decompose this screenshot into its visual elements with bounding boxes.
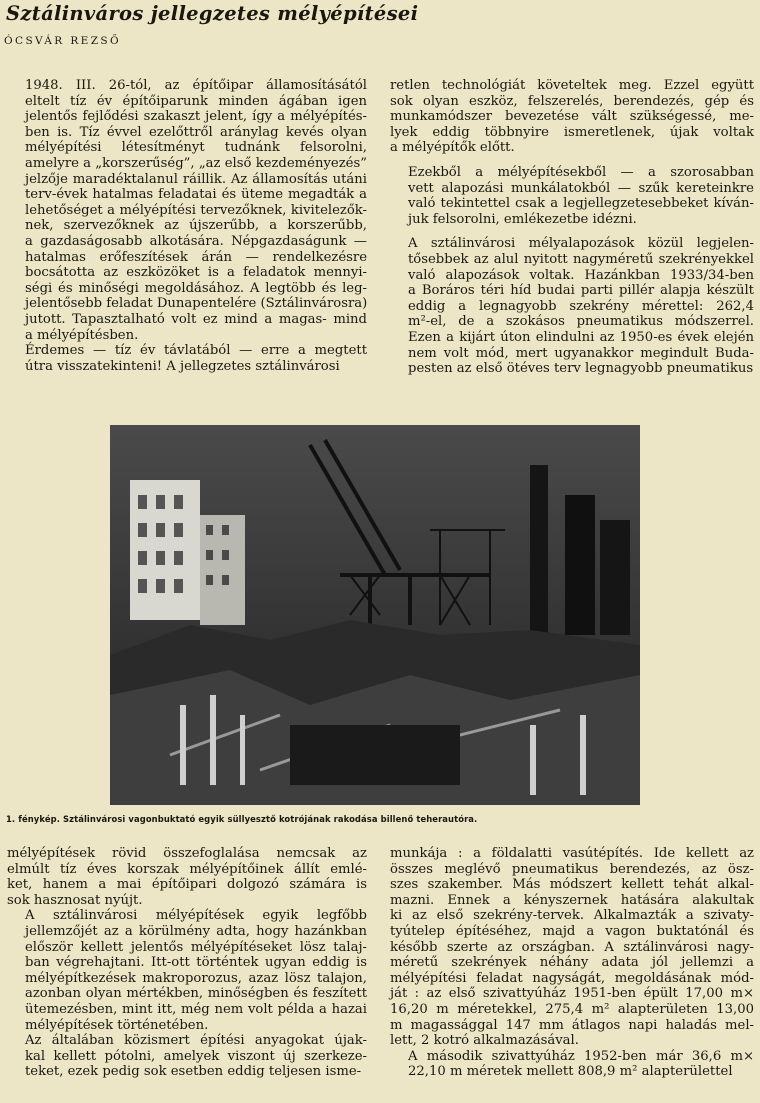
text-line: Az általában közismert építési anyagokat újak-	[25, 1033, 367, 1049]
text-line: m²-el, de a szokásos pneumatikus módszerrel.	[408, 314, 754, 330]
text-line: jutott. Tapasztalható volt ez mind a magas- mind	[25, 311, 367, 327]
text-line: jelentős fejlődési szakaszt jelent, így a mélyépítés-	[25, 109, 367, 125]
text-line: bocsátotta az eszközöket is a feladatok mennyi-	[25, 265, 367, 281]
text-line: A sztálinvárosi mélyépítések egyik legfőbb	[25, 908, 367, 924]
text-column-1	[7, 78, 367, 374]
text-line: terv-évek hatalmas feladatai és üteme megadták a	[25, 187, 367, 203]
figure-caption: 1. fénykép. Sztálinvárosi vagonbuktató egyik süllyesztő kotrójának rakodása billenő teherautóra.	[6, 814, 478, 824]
text-line: méretű szekrények néhány adata jól jellemzi a	[390, 955, 754, 971]
text-line: retlen technológiát követeltek meg. Ezzel együtt	[390, 78, 754, 93]
text-line: eddig a legnagyobb szekrény mérettel: 262,4	[408, 298, 754, 314]
text-line: a mélyépítésben.	[25, 327, 139, 343]
paragraph	[390, 78, 754, 156]
text-line: Ezen a kijárt úton elindulni az 1950-es évek elején	[408, 329, 754, 345]
text-line: kal kellett pótolni, amelyek viszont új szerkeze-	[25, 1048, 367, 1064]
text-line: való tekintettel csak a legjellegzetesebbeket kíván-	[408, 196, 754, 212]
text-line: A második szivattyúház 1952-ben már 36,6 m×	[408, 1048, 754, 1064]
text-line: elmúlt tíz éves korszak mélyépítőinek állít emlé-	[7, 861, 367, 877]
text-line: ket, hanem a mai építőipari dolgozó számára is	[7, 877, 367, 893]
paragraph	[390, 165, 754, 227]
text-line: ségi és minőségi megoldásához. A legtöbb és leg-	[25, 280, 367, 296]
text-line: A sztálinvárosi mélyalapozások közül legjelen-	[408, 236, 754, 252]
text-line: pesten az első ötéves terv legnagyobb pneumatikus	[408, 361, 754, 377]
text-line: teket, ezek pedig sok esetben eddig teljesen isme-	[25, 1064, 362, 1080]
text-line: sok olyan eszköz, felszerelés, berendezés, gép és	[390, 93, 754, 109]
text-line: mazni. Ennek a kényszernek hatására alakultak	[390, 892, 754, 908]
text-line: mélyépítési létesítményt tudnánk felsorolni,	[25, 140, 367, 156]
text-line: juk felsorolni, emlékezetbe idézni.	[408, 211, 637, 227]
text-line: ját : az első szivattyúház 1951-ben épült 17,00 m×	[390, 986, 754, 1002]
paragraph	[7, 1033, 367, 1080]
text-line: lett, 2 kotró alkalmazásával.	[390, 1033, 579, 1049]
text-line: jellemzőjét az a körülmény adta, hogy hazánkban	[25, 923, 367, 939]
text-line: való alapozások voltak. Hazánkban 1933/34-ben	[408, 267, 754, 283]
text-line: később szerte az országban. A sztálinvárosi nagy-	[390, 939, 754, 955]
text-line: útra visszatekinteni! A jellegzetes sztálinvárosi	[25, 358, 340, 374]
construction-photo	[110, 425, 640, 805]
text-line: vett alapozási munkálatokból — szűk kereteinkre	[408, 180, 754, 196]
text-line: először kellett jelentős mélyépítéseket lösz talaj-	[25, 939, 367, 955]
text-line: mélyépítkezések makroporozus, azaz lösz talajon,	[25, 970, 367, 986]
paragraph	[7, 78, 367, 343]
text-column-2	[390, 78, 754, 377]
text-line: nem volt mód, mert ugyanakkor megindult Buda-	[408, 345, 754, 361]
text-line: a mélyépítők előtt.	[390, 140, 515, 156]
text-line: lyek eddig többnyire ismeretlenek, újak voltak	[390, 124, 754, 140]
paragraph	[390, 236, 754, 376]
text-line: munkamódszer bevezetése vált szükségessé, me-	[390, 109, 754, 125]
text-line: mélyépítések rövid összefoglalása nemcsak az	[7, 846, 367, 861]
text-line: a gazdaságosabb alkotására. Népgazdaságunk —	[25, 233, 367, 249]
text-line: mélyépítési feladat nagyságát, megoldásának mód-	[390, 970, 754, 986]
text-line: eltelt tíz év építőiparunk minden ágában igen	[25, 93, 367, 109]
text-line: ben is. Tíz évvel ezelőttről aránylag kevés olyan	[25, 124, 367, 140]
text-line: összes meglévő pneumatikus berendezés, az ösz-	[390, 861, 754, 877]
article-title: Sztálinváros jellegzetes mélyépítései	[6, 2, 419, 25]
text-line: munkája : a földalatti vasútépítés. Ide kellett az	[390, 846, 754, 861]
text-line: lehetőséget a mélyépítési tervezőknek, kivitelezők-	[25, 202, 367, 218]
text-line: jelentősebb feladat Dunapentelére (Sztálinvárosra)	[25, 296, 368, 312]
text-line: jelzője maradéktalanul ráillik. Az államosítás utáni	[25, 171, 367, 187]
text-line: hatalmas erőfeszítések árán — rendelkezésre	[25, 249, 367, 265]
text-line: nek, szervezőknek az újszerűbb, a korszerűbb,	[25, 218, 367, 234]
text-line: ki az első szekrény-tervek. Alkalmazták a szivaty-	[390, 908, 754, 924]
text-line: 1948. III. 26-tól, az építőipar államosításától	[25, 78, 367, 93]
paragraph	[390, 846, 754, 1049]
text-line: ban végrehajtani. Itt-ott történtek ugyan eddig is	[25, 955, 367, 971]
text-line: Ezekből a mélyépítésekből — a szorosabban	[408, 164, 754, 180]
text-line: 22,10 m méretek mellett 808,9 m² alapterülettel	[408, 1064, 733, 1080]
author-name: ÓCSVÁR REZSŐ	[4, 35, 121, 47]
paragraph	[7, 846, 367, 908]
text-line: Érdemes — tíz év távlatából — erre a megtett	[25, 343, 367, 359]
paragraph	[7, 343, 367, 374]
text-line: mélyépítések történetében.	[25, 1017, 209, 1033]
text-line: sok hasznosat nyújt.	[7, 892, 143, 908]
text-line: m magassággal 147 mm átlagos napi haladás mel-	[390, 1017, 754, 1033]
text-line: amelyre a „korszerűség”, „az első kezdeményezés”	[25, 155, 367, 171]
text-line: szes szakember. Más módszert kellett tehát alkal-	[390, 877, 754, 893]
text-line: tyútelep építéséhez, majd a vagon buktatónál és	[390, 923, 754, 939]
text-line: 16,20 m méretekkel, 275,4 m² alapterületen 13,00	[390, 1001, 754, 1017]
text-column-4	[390, 846, 754, 1080]
text-column-3	[7, 846, 367, 1080]
text-line: a Boráros téri híd budai parti pillér alapja készült	[408, 283, 754, 299]
text-line: azonban olyan mértékben, minőségben és feszített	[25, 986, 367, 1002]
paragraph	[390, 1049, 754, 1080]
paragraph	[7, 908, 367, 1033]
text-line: ütemezésben, mint itt, még nem volt példa a hazai	[25, 1001, 367, 1017]
text-line: tősebbek az alul nyitott nagyméretű szekrényekkel	[408, 251, 754, 267]
